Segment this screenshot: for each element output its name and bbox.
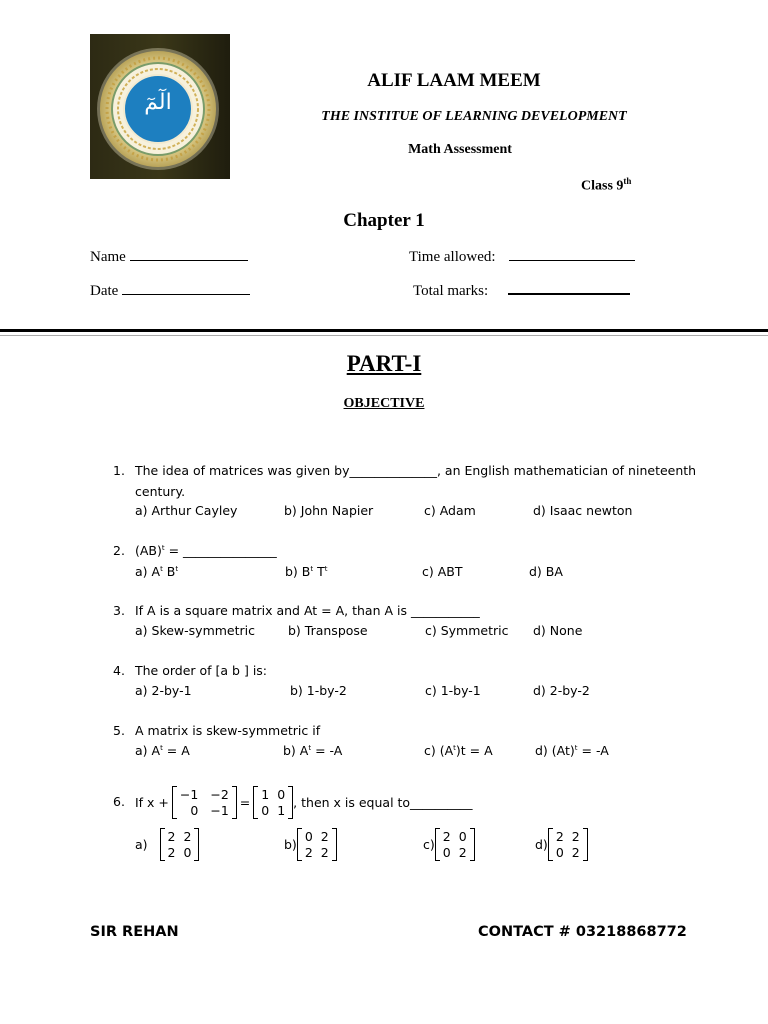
assessment-title: Math Assessment [408,142,512,157]
q3-option-b[interactable]: b) Transpose [288,623,368,638]
name-field [90,249,248,266]
question-3-text: If A is a square matrix and At = A, than A is ___________ [135,603,480,618]
matrix-cell: 2 [458,844,467,860]
question-number: 1. [113,463,125,478]
question-number: 6. [113,794,125,809]
q6-option-d[interactable] [535,824,588,864]
q5-d-rest: = -A [577,743,609,758]
q2-a-rest: B [162,564,176,579]
date-label: Date [90,283,119,299]
q6-equals: = [239,794,251,810]
q5-d-label: d) (At) [535,743,575,758]
matrix-cell: 2 [304,844,313,860]
q1-option-a[interactable]: a) Arthur Cayley [135,503,238,518]
header-divider [0,329,768,332]
marks-blank[interactable] [508,293,630,295]
q1-option-b[interactable]: b) John Napier [284,503,374,518]
marks-field [413,283,630,300]
name-blank[interactable] [130,260,248,261]
contact-number: CONTACT # 03218868772 [478,924,687,940]
q2-option-c[interactable]: c) ABT [422,564,463,579]
question-4-text: The order of [a b ] is: [135,663,268,678]
q2-a-sup: t [160,564,163,573]
question-5-text: A matrix is skew-symmetric if [135,723,321,738]
q6-b-label: b) [284,836,297,852]
institute-name: THE INSTITUE OF LEARNING DEVELOPMENT [321,109,627,124]
question-1-text-cont: century. [135,484,186,499]
q5-a-label: a) A [135,743,161,758]
q2-stem-sup: t [161,543,165,552]
question-number: 2. [113,543,125,558]
section-subtitle: OBJECTIVE [343,396,425,411]
q5-option-c[interactable] [424,743,493,758]
date-blank[interactable] [122,294,250,295]
school-title: ALIF LAAM MEEM [367,70,541,91]
q5-a-sup: t [160,743,163,752]
institute-logo [90,34,230,179]
matrix-cell: 2 [555,828,564,844]
matrix-option-c [435,828,475,861]
chapter-title: Chapter 1 [343,210,425,231]
matrix-cell: 2 [571,828,580,844]
q3-option-a[interactable]: a) Skew-symmetric [135,623,256,638]
time-field [409,249,635,266]
q6-stem-post: , then x is equal to__________ [293,794,473,810]
q5-c-sup: t [453,743,456,752]
q5-c-label: c) (A [424,743,454,758]
marks-label: Total marks: [413,283,489,299]
question-number: 4. [113,663,125,678]
q2-b-sup: t [310,564,314,573]
q2-b-label: b) B [285,564,311,579]
q5-c-rest: )t = A [455,743,493,758]
matrix-cell: −2 [210,786,229,802]
q3-option-c[interactable]: c) Symmetric [425,623,509,638]
q2-option-a[interactable] [135,564,178,579]
matrix-cell: 2 [320,828,329,844]
matrix-cell: 2 [571,844,580,860]
class-text: Class 9 [581,178,624,194]
q5-b-sup: t [308,743,312,752]
question-2-text [135,543,277,558]
question-6-text [135,782,473,822]
matrix-cell: 0 [261,802,270,818]
matrix-cell: 2 [442,828,451,844]
matrix-cell: 0 [277,786,286,802]
q5-option-a[interactable] [135,743,190,758]
q4-option-b[interactable]: b) 1-by-2 [290,683,347,698]
time-blank[interactable] [509,260,635,261]
q5-option-d[interactable] [535,743,609,758]
time-label: Time allowed: [409,249,496,265]
matrix-cell: 0 [458,828,467,844]
matrix-cell: 2 [167,828,176,844]
q6-c-label: c) [423,836,435,852]
q2-a-sup2: t [175,564,179,573]
matrix-q6-m2 [253,786,293,819]
matrix-cell: 0 [304,828,313,844]
q4-option-a[interactable]: a) 2-by-1 [135,683,192,698]
part-title: PART-I [346,351,422,376]
logo-calligraphy: الٓمٓ [144,90,172,115]
q2-option-b[interactable] [285,564,327,579]
q2-b-rest: T [313,564,325,579]
q5-b-rest: = -A [311,743,343,758]
matrix-cell: 2 [183,828,192,844]
matrix-q6-m1 [172,786,237,819]
question-1-text: The idea of matrices was given by______________, an English mathematician of nineteenth [135,463,697,478]
q2-b-sup2: t [324,564,328,573]
matrix-cell: 1 [277,802,286,818]
q3-option-d[interactable]: d) None [533,623,583,638]
q5-d-sup: t [574,743,578,752]
matrix-cell: 0 [183,844,192,860]
matrix-cell: 0 [555,844,564,860]
q1-option-d[interactable]: d) Isaac newton [533,503,633,518]
matrix-cell: 0 [442,844,451,860]
matrix-cell: −1 [210,802,229,818]
q5-b-label: b) A [283,743,309,758]
q6-option-b[interactable] [284,824,337,864]
matrix-cell: 1 [261,786,270,802]
matrix-cell: 2 [167,844,176,860]
q2-option-d[interactable]: d) BA [529,564,563,579]
header-divider-shadow [0,335,768,336]
matrix-option-d [548,828,588,861]
date-field [90,283,250,300]
q4-option-c[interactable]: c) 1-by-1 [425,683,481,698]
q6-option-c[interactable] [423,824,475,864]
matrix-cell: −1 [179,786,199,802]
teacher-name: SIR REHAN [90,924,179,940]
q6-option-a[interactable] [135,824,199,864]
q1-option-c[interactable]: c) Adam [424,503,476,518]
class-suffix: th [623,176,632,186]
q4-option-d[interactable]: d) 2-by-2 [533,683,590,698]
name-label: Name [90,249,126,265]
matrix-option-b [297,828,337,861]
question-number: 3. [113,603,125,618]
matrix-option-a [160,828,200,861]
q2-stem: (AB) [135,543,162,558]
matrix-cell: 0 [190,802,199,818]
question-number: 5. [113,723,125,738]
q6-stem-pre: If x + [135,794,169,810]
class-label [581,176,631,195]
q6-d-label: d) [535,836,548,852]
q2-a-label: a) A [135,564,161,579]
matrix-cell: 2 [320,844,329,860]
q6-a-label: a) [135,836,148,852]
q5-a-rest: = A [162,743,190,758]
q5-option-b[interactable] [283,743,342,758]
q2-stem-rest: = _______________ [164,543,277,558]
